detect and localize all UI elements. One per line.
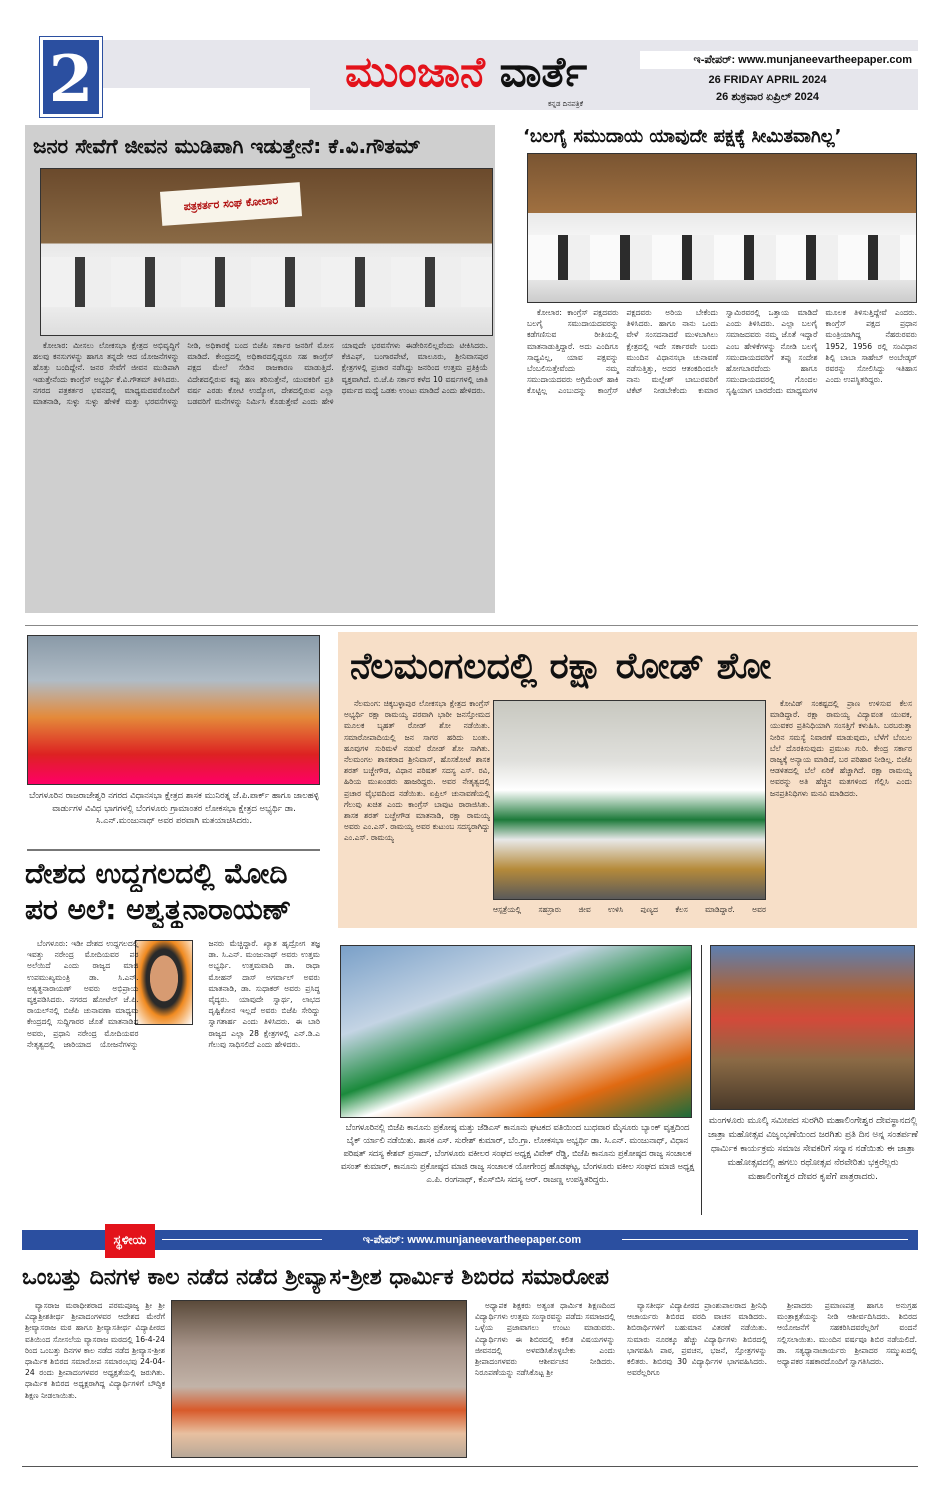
shibira-photo — [171, 1300, 467, 1458]
photo-caption: ಬೆಂಗಳೂರಿನ ರಾಜರಾಜೇಶ್ವರಿ ನಗರದ ವಿಧಾನಸಭಾ ಕ್ಷೇತ್ರದ ಶಾಸಕ ಮುನಿರತ್ನ ಜೆ.ಪಿ.ಪಾರ್ಕ್ ಹಾಗೂ ಜಾಲಹಳ್ಳಿ ವಾರ್ಡುಗಳ ವಿವಿಧ ಭಾಗಗಳಲ್ಲಿ ಬೆಂಗಳೂರು ಗ್ರಾಮಾಂತರ ಲೋಕಸಭಾ ಕ್ಷೇತ್ರದ ಅಭ್ಯರ್ಥಿ ಡಾ. ಸಿ.ಎನ್.ಮಂಜುನಾಥ್ ಅವರ ಪರವಾಗಿ ಮತಯಾಚಿಸಿದರು. — [29, 791, 319, 826]
bike-rally-photo — [340, 945, 692, 1118]
title-part2: ವಾರ್ತೆ — [499, 47, 588, 96]
shibira-body-col4: ಶ್ರೀಪಾದರು ಪ್ರಮಾಣಪತ್ರ ಹಾಗೂ ಅನುಗ್ರಹ ಮಂತ್ರಾಕ್ಷತೆಯನ್ನು ನೀಡಿ ಆಶೀರ್ವದಿಸಿದರು. ಶಿಬಿರದ ಆಯೋಜನೆಗೆ ಸಹಕರಿಸಿದವರೆಲ್ಲರಿಗೆ ವಂದನೆ ಸಲ್ಲಿಸಲಾಯಿತು. ಮುಂದಿನ ವರ್ಷವೂ ಶಿಬಿರ ನಡೆಯಲಿದೆ. ಡಾ. ಸತ್ಯಧ್ಯಾನಾಚಾರ್ಯರು ಶ್ರೀಪಾದರ ಸಮ್ಮುಖದಲ್ಲಿ ಅಧ್ಯಾಪಕರ ಸಹಕಾರದೊಂದಿಗೆ ಸ್ವಾಗತಿಸಿದರು. — [777, 1301, 917, 1367]
epaper-url[interactable]: ಇ-ಪೇಪರ್: www.munjaneevartheepaper.com — [640, 51, 918, 69]
date-kannada: 26 ಶುಕ್ರವಾರ ಏಪ್ರಿಲ್ 2024 — [716, 91, 819, 103]
shibira-headline: ಒಂಬತ್ತು ದಿನಗಳ ಕಾಲ ನಡೆದ ನಡೆದ ಶ್ರೀವ್ಯಾಸ-ಶ್ರೀಶ ಧಾರ್ಮಿಕ ಶಿಬಿರದ ಸಮಾರೋಪ — [22, 1265, 609, 1290]
article-headline: ಜನರ ಸೇವೆಗೆ ಜೀವನ ಮುಡಿಪಾಗಿ ಇಡುತ್ತೇನೆ: ಕೆ.ವಿ.ಗೌತಮ್ — [33, 134, 421, 158]
bike-rally-caption: ಬೆಂಗಳೂರಿನಲ್ಲಿ ಬಿಜೆಪಿ ಕಾನೂನು ಪ್ರಕೋಷ್ಠ ಮತ್ತು ಜೆಡಿಎಸ್ ಕಾನೂನು ಘಟಕದ ವತಿಯಿಂದ ಬುಧವಾರ ಮೈಸೂರು ಬ್ಯಾಂಕ್ ವೃತ್ತದಿಂದ ಬೈಕ್ ರ್ಯಾಲಿ ನಡೆಯಿತು. ಶಾಸಕ ಎಸ್. ಸುರೇಶ್ ಕುಮಾರ್, ಬೆಂ.ಗ್ರಾ. ಲೋಕಸಭಾ ಅಭ್ಯರ್ಥಿ ಡಾ. ಸಿ.ಎನ್. ಮಂಜುನಾಥ್, ವಿಧಾನ ಪರಿಷತ್ ಸದಸ್ಯ ಕೇಶವ್ ಪ್ರಸಾದ್, ಬೆಂಗಳೂರು ವಕೀಲರ ಸಂಘದ ಅಧ್ಯಕ್ಷ ವಿವೇಕ್ ರೆಡ್ಡಿ, ಬಿಜೆಪಿ ಕಾನೂನು ಪ್ರಕೋಷ್ಠದ ರಾಜ್ಯ ಸಂಚಾಲಕ ವಸಂತ್ ಕುಮಾರ್, ಕಾನೂನು ಪ್ರಕೋಷ್ಠದ ಮಾಜಿ ರಾಜ್ಯ ಸಂಚಾಲಕ ಯೋಗೇಂದ್ರ ಹೊಡಘಟ್ಟ, ಬೆಂಗಳೂರು ವಕೀಲ ಸಂಘದ ಮಾಜಿ ಅಧ್ಯಕ್ಷ ಎ.ಪಿ. ರಂಗನಾಥ್, ಕೆಎಸ್‌ಬಿಸಿ ಸದಸ್ಯ ಆರ್. ರಾಜಣ್ಣ ಉಪಸ್ಥಿತರಿದ್ದರು. — [340, 1122, 695, 1184]
temple-chariot-photo — [710, 945, 915, 1110]
shibira-body-col1: ವ್ಯಾಸರಾಜ ಮಠಾಧೀಶರಾದ ಪರಮಪೂಜ್ಯ ಶ್ರೀ ಶ್ರೀ ವಿದ್ಯಾಶ್ರೀಶತೀರ್ಥ ಶ್ರೀಪಾದಂಗಳವರ ಆದೇಶದ ಮೇರೆಗೆ ಶ್ರೀವ್ಯಾಸರಾಜ ಮಠ ಹಾಗೂ ಶ್ರೀವ್ಯಾಸತೀರ್ಥ ವಿದ್ಯಾಪೀಠದ ವತಿಯಿಂದ ಸೋಸಲೆಯ ವ್ಯಾಸರಾಜ ಮಠದಲ್ಲಿ 16-4-24 ರಿಂದ ಒಂಬತ್ತು ದಿನಗಳ ಕಾಲ ನಡೆದ ನಡೆದ ಶ್ರೀವ್ಯಾಸ-ಶ್ರೀಶ ಧಾರ್ಮಿಕ ಶಿಬಿರದ ಸಮಾರೋಪ ಸಮಾರಂಭವು 24-04-24 ರಂದು ಶ್ರೀಪಾದಂಗಳವರ ಅಧ್ಯಕ್ಷತೆಯಲ್ಲಿ ಜರುಗಿತು. ಧಾರ್ಮಿಕ ಶಿಬಿರದ ಅಧ್ಯಕ್ಷರಾಗಿದ್ದ ವಿದ್ಯಾರ್ಥಿಗಳಿಗೆ ಬೌದ್ಧಿಕ ಶಿಕ್ಷಣ ನೀಡಲಾಯಿತು. — [25, 1301, 165, 1400]
divider — [27, 849, 320, 851]
munirathna-campaign-photo — [27, 635, 320, 785]
nelamangala-body-bottom: ಆಸ್ಪತ್ರೆಯಲ್ಲಿ ಸಹಸ್ರಾರು ಜೀವ ಉಳಿಸಿ ಪುಣ್ಯದ ಕೆಲಸ ಮಾಡಿದ್ದಾರೆ. ಅವರ — [493, 905, 766, 914]
banner-text: ಪತ್ರಕರ್ತರ ಸಂಘ ಕೋಲಾರ — [160, 182, 302, 226]
people-seated — [41, 257, 492, 307]
shibira-body-col3: ವ್ಯಾಸತೀರ್ಥ ವಿದ್ಯಾಪೀಠದ ಪ್ರಾಂಶುಪಾಲರಾದ ಶ್ರೀನಿಧಿ ಆಚಾರ್ಯರು ಶಿಬಿರದ ವರದಿ ವಾಚನ ಮಾಡಿದರು. ಶಿಬಿರಾರ್ಥಿಗಳಿಗೆ ಬಹುಮಾನ ವಿತರಣೆ ನಡೆಯಿತು. ಸುಮಾರು ನೂರಕ್ಕೂ ಹೆಚ್ಚು ವಿದ್ಯಾರ್ಥಿಗಳು ಶಿಬಿರದಲ್ಲಿ ಭಾಗವಹಿಸಿ ಪಾಠ, ಪ್ರವಚನ, ಭಜನೆ, ಸ್ತೋತ್ರಗಳನ್ನು ಕಲಿತರು. ಶಿಬಿರವು 30 ವಿದ್ಯಾರ್ಥಿಗಳ ಭಾಗವಹಿಸಿದರು. ಅವರೆಲ್ಲರಿಗೂ — [627, 1301, 767, 1378]
masthead-subtitle: ಕನ್ನಡ ದಿನಪತ್ರಿಕೆ — [548, 100, 584, 108]
press-meet-photo — [40, 168, 493, 336]
balagai-headline: ‘ಬಲಗೈ ಸಮುದಾಯ ಯಾವುದೇ ಪಕ್ಷಕ್ಕೆ ಸೀಮಿತವಾಗಿಲ್ಲ’ — [523, 126, 842, 147]
modi-body: ಬೆಂಗಳೂರು: ಇಡೀ ದೇಶದ ಉದ್ದಗಲದಲ್ಲಿ ಇವತ್ತು ನರೇಂದ್ರ ಮೋದಿಯವರ ಪರ ಅಲೆಯಿದೆ ಎಂದು ರಾಜ್ಯದ ಮಾಜಿ ಉಪಮುಖ್ಯಮಂತ್ರಿ ಡಾ. ಸಿ.ಎನ್. ಅಶ್ವತ್ಥನಾರಾಯಣ್ ಅವರು ಅಭಿಪ್ರಾಯ ವ್ಯಕ್ತಪಡಿಸಿದರು. ನಗರದ ಹೋಟೆಲ್ ಜೆ.ಪಿ. ರಾಯಲ್‌ನಲ್ಲಿ ಬಿಜೆಪಿ ಚುನಾವಣಾ ಮಾಧ್ಯಮ ಕೇಂದ್ರದಲ್ಲಿ ಸುದ್ದಿಗಾರರ ಜೊತೆ ಮಾತನಾಡಿದ ಅವರು, ಪ್ರಧಾನಿ ನರೇಂದ್ರ ಮೋದಿಯವರ ನೇತೃತ್ವದಲ್ಲಿ ಜಾರಿಯಾದ ಯೋಜನೆಗಳನ್ನು ಜನರು ಮೆಚ್ಚಿದ್ದಾರೆ. ಖ್ಯಾತ ಹೃದ್ರೋಗ ತಜ್ಞ ಡಾ. ಸಿ.ಎನ್. ಮಂಜುನಾಥ್ ಅವರು ಉತ್ತಮ ಅಭ್ಯರ್ಥಿ. ಉತ್ತಮವಾದಿ ಡಾ. ರಾಧಾ ಮೋಹನ್ ದಾಸ್ ಅಗರ್ವಾಲ್ ಅವರು ಮಾತನಾಡಿ, ಡಾ. ಸುಧಾಕರ್ ಅವರು ಪ್ರಸಿದ್ಧ ವೈದ್ಯರು. ಯಾವುದೇ ಸ್ವಾರ್ಥ, ಲಾಭದ ದೃಷ್ಟಿಕೋನ ಇಲ್ಲದೆ ಅವರು ಬಿಜೆಪಿ ಸೇರಿದ್ದು ಸ್ವಾಗತಾರ್ಹ ಎಂದು ತಿಳಿಸಿದರು. ಈ ಬಾರಿ ರಾಜ್ಯದ ಎಲ್ಲಾ 28 ಕ್ಷೇತ್ರಗಳಲ್ಲಿ ಎನ್.ಡಿ.ಎ ಗೆಲುವು ಸಾಧಿಸಲಿದೆ ಎಂದು ಹೇಳಿದರು. — [27, 939, 320, 1049]
nelamangala-body-left: ನೆಲಮಂಗ: ಚಿಕ್ಕಬಳ್ಳಾಪುರ ಲೋಕಸಭಾ ಕ್ಷೇತ್ರದ ಕಾಂಗ್ರೆಸ್ ಅಭ್ಯರ್ಥಿ ರಕ್ಷಾ ರಾಮಯ್ಯ ಪರವಾಗಿ ಭಾರೀ ಜನಸ್ತೋಮದ ಮೂಲಕ ಬೃಹತ್ ರೋಡ್ ಶೋ ನಡೆಯಿತು. ಸಮಾರೋಪಾದಿಯಲ್ಲಿ ಜನ ಸಾಗರ ಹರಿದು ಬಂತು. ಹೂವುಗಳ ಸುರಿಮಳೆ ನಡುವೆ ರೋಡ್ ಶೋ ಸಾಗಿತು. ನೆಲಮಂಗಲ ಶಾಸಕರಾದ ಶ್ರೀನಿವಾಸ್, ಹೊಸಕೋಟೆ ಶಾಸಕ ಶರತ್ ಬಚ್ಚೇಗೌಡ, ವಿಧಾನ ಪರಿಷತ್ ಸದಸ್ಯ ಎಸ್. ರವಿ, ಹಿರಿಯ ಮುಖಂಡರು ಹಾಜರಿದ್ದರು. ಅವರ ನೇತೃತ್ವದಲ್ಲಿ ಪ್ರಚಾರ ವೈಭವದಿಂದ ನಡೆಯಿತು. ಏಪ್ರಿಲ್ ಚುನಾವಣೆಯಲ್ಲಿ ಗೆಲುವು ಖಚಿತ ಎಂದು ಕಾಂಗ್ರೆಸ್ ಬಾವುಟ ರಾರಾಜಿಸಿತು. ಶಾಸಕ ಶರತ್ ಬಚ್ಚೇಗೌಡ ಮಾತನಾಡಿ, ರಕ್ಷಾ ರಾಮಯ್ಯ ಅವರು ಎಂ.ಎಸ್. ರಾಮಯ್ಯ ಅವರ ಕುಟುಂಬ ಸದಸ್ಯರಾಗಿದ್ದು ಎಂ.ಎಸ್. ರಾಮಯ್ಯ — [344, 699, 490, 843]
title-part1: ಮುಂಜಾನೆ — [345, 47, 485, 96]
road-show-photo — [493, 700, 766, 900]
nelamangala-body-right: ಕೋವಿಡ್ ಸಂಕಷ್ಟದಲ್ಲಿ ಪ್ರಾಣ ಉಳಿಸುವ ಕೆಲಸ ಮಾಡಿದ್ದಾರೆ. ರಕ್ಷಾ ರಾಮಯ್ಯ ವಿದ್ಯಾವಂತ ಯುವಕ, ಯುವಕರ ಪ್ರತಿನಿಧಿಯಾಗಿ ಸಂಸತ್ತಿಗೆ ಕಳುಹಿಸಿ. ಬರಬರುತ್ತಾ ನೀರಿನ ಸಮಸ್ಯೆ ನಿವಾರಣೆ ಮಾಡುವುದು, ಬೆಳೆಗೆ ಬೆಂಬಲ ಬೆಲೆ ದೊರಕಿಸುವುದು ಪ್ರಮುಖ ಗುರಿ. ಕೇಂದ್ರ ಸರ್ಕಾರ ರಾಜ್ಯಕ್ಕೆ ಅನ್ಯಾಯ ಮಾಡಿದೆ, ಬರ ಪರಿಹಾರ ನೀಡಿಲ್ಲ. ಬಿಜೆಪಿ ಆಡಳಿತದಲ್ಲಿ ಬೆಲೆ ಏರಿಕೆ ಹೆಚ್ಚಾಗಿದೆ. ರಕ್ಷಾ ರಾಮಯ್ಯ ಅವರನ್ನು ಅತಿ ಹೆಚ್ಚಿನ ಮತಗಳಿಂದ ಗೆಲ್ಲಿಸಿ ಎಂದು ಜನಪ್ರತಿನಿಧಿಗಳು ಮನವಿ ಮಾಡಿದರು. — [770, 699, 912, 798]
nelamangala-headline: ನೆಲಮಂಗಲದಲ್ಲಿ ರಕ್ಷಾ ರೋಡ್ ಶೋ — [350, 646, 772, 687]
modi-headline-line2: ಪರ ಅಲೆ: ಅಶ್ವತ್ಥನಾರಾಯಣ್ — [25, 893, 292, 926]
masthead-title — [345, 44, 587, 100]
date-english: 26 FRIDAY APRIL 2024 — [708, 74, 827, 86]
page-number: 2 — [40, 37, 102, 117]
nelamangala-box — [338, 632, 917, 928]
divider — [25, 625, 918, 626]
article-body: ಕೋಲಾರ: ಮೀಸಲು ಲೋಕಸಭಾ ಕ್ಷೇತ್ರದ ಅಭಿವೃದ್ಧಿಗೆ ಹಲವು ಕನಸುಗಳನ್ನು ಹಾಗೂ ತನ್ನದೇ ಆದ ಯೋಜನೆಗಳನ್ನು ಹೊತ್ತು ಬಂದಿದ್ದೇನೆ. ಜನರ ಸೇವೆಗೆ ಜೀವನ ಮುಡಿಪಾಗಿ ಇಡುತ್ತೇನೆಂದು ಕಾಂಗ್ರೆಸ್ ಅಭ್ಯರ್ಥಿ ಕೆ.ವಿ.ಗೌತಮ್ ತಿಳಿಸಿದರು. ನಗರದ ಪತ್ರಕರ್ತರ ಭವನದಲ್ಲಿ ಮಾಧ್ಯಮದವರೊಂದಿಗೆ ಮಾತನಾಡಿ, ಸುಳ್ಳು ಸುಳ್ಳು ಹೇಳಿಕೆ ಮತ್ತು ಭರವಸೆಗಳನ್ನು ನೀಡಿ, ಅಧಿಕಾರಕ್ಕೆ ಬಂದ ಬಿಜೆಪಿ ಸರ್ಕಾರ ಜನರಿಗೆ ಮೋಸ ಮಾಡಿದೆ. ಕೇಂದ್ರದಲ್ಲಿ ಅಧಿಕಾರದಲ್ಲಿದ್ದರೂ ಸಹ ಕಾಂಗ್ರೆಸ್ ಪಕ್ಷದ ಮೇಲೆ ಸೇಡಿನ ರಾಜಕಾರಣ ಮಾಡುತ್ತಿದೆ. ವಿದೇಶದಲ್ಲಿರುವ ಕಪ್ಪು ಹಣ ತರಿಸುತ್ತೇನೆ, ಯುವಕರಿಗೆ ಪ್ರತಿ ವರ್ಷ ಎರಡು ಕೋಟಿ ಉದ್ಯೋಗ, ದೇಶದಲ್ಲಿರುವ ಎಲ್ಲಾ ಬಡವರಿಗೆ ಮನೆಗಳನ್ನು ನಿರ್ಮಿಸಿ ಕೊಡುತ್ತೇವೆ ಎಂದು ಹೇಳಿ ಯಾವುದೇ ಭರವಸೆಗಳು ಈಡೇರಿಸಲಿಲ್ಲವೆಂದು ಟೀಕಿಸಿದರು. ಕೆಜಿಎಫ್, ಬಂಗಾರಪೇಟೆ, ಮಾಲೂರು, ಶ್ರೀನಿವಾಸಪುರ ಕ್ಷೇತ್ರಗಳಲ್ಲಿ ಪ್ರಚಾರ ನಡೆಸಿದ್ದು ಜನರಿಂದ ಉತ್ತಮ ಪ್ರತಿಕ್ರಿಯೆ ವ್ಯಕ್ತವಾಗಿದೆ. ಬಿ.ಜೆ.ಪಿ ಸರ್ಕಾರ ಕಳೆದ 10 ವರ್ಷಗಳಲ್ಲಿ ಜಾತಿ ಧರ್ಮದ ಮಧ್ಯೆ ಒಡಕು ಉಂಟು ಮಾಡಿದೆ ಎಂದು ಹೇಳಿದರು. — [33, 341, 488, 407]
balagai-press-photo — [527, 153, 917, 303]
shibira-body-col2: ಅಧ್ಯಾಪಕ ಶಿಕ್ಷಕರು ಅತ್ಯಂತ ಧಾರ್ಮಿಕ ಶಿಕ್ಷಣದಿಂದ ವಿದ್ಯಾರ್ಥಿಗಳು ಉತ್ತಮ ಸಂಸ್ಕಾರವನ್ನು ಪಡೆದು ಸಮಾಜದಲ್ಲಿ ಒಳ್ಳೆಯ ಪ್ರಜಾವಾಗಲು ಉಂಟು ಮಾಡುವರು. ವಿದ್ಯಾರ್ಥಿಗಳು ಈ ಶಿಬಿರದಲ್ಲಿ ಕಲಿತ ವಿಷಯಗಳನ್ನು ಜೀವನದಲ್ಲಿ ಅಳವಡಿಸಿಕೊಳ್ಳಬೇಕು ಎಂದು ಶ್ರೀಪಾದಂಗಳವರು ಆಶೀರ್ವಚನ ನೀಡಿದರು. ನಿರೂಪಣೆಯನ್ನು ನಡೆಸಿಕೊಟ್ಟ ಶ್ರೀ — [475, 1301, 615, 1378]
modi-headline-line1: ದೇಶದ ಉದ್ದಗಲದಲ್ಲಿ ಮೋದಿ — [25, 857, 288, 890]
temple-caption: ಮಂಗಳೂರು ಮೂಲ್ಕಿ ಸಮೀಪದ ಸುರಗಿರಿ ಮಹಾಲಿಂಗೇಶ್ವರ ದೇವಸ್ಥಾನದಲ್ಲಿ ಜಾತ್ರಾ ಮಹೋತ್ಸವ ವಿಜೃಂಭಣೆಯಿಂದ ಜರಗಿತು ಪ್ರತಿ ದಿನ ಅನ್ನ ಸಂತರ್ಪಣೆ ಧಾರ್ಮಿಕ ಕಾರ್ಯಕ್ರಮ ಸಮಾಜ ಸೇವಕರಿಗೆ ಸನ್ಮಾನ ನಡೆಯಿತು ಈ ಜಾತ್ರಾ ಮಹೋತ್ಸವದಲ್ಲಿ ಹಗಲು ರಥೋತ್ಸವ ನೆರವೇರಿತು ಭಕ್ತರೆಲ್ಲರು ಮಹಾಲಿಂಗೇಶ್ವರ ದೇವರ ಕೃಪೆಗೆ ಪಾತ್ರರಾದರು. — [708, 1116, 918, 1182]
balagai-body: ಕೋಲಾರ: ಕಾಂಗ್ರೆಸ್ ಪಕ್ಷದವರು ಬಲಗೈ ಸಮುದಾಯದವರನ್ನು ಕಡೆಗಣಿಸುವ ರೀತಿಯಲ್ಲಿ ಮಾತನಾಡುತ್ತಿದ್ದಾರೆ. ಅದು ಎಂದಿಗೂ ಸಾಧ್ಯವಿಲ್ಲ, ಯಾವ ಪಕ್ಷವನ್ನು ಬೆಂಬಲಿಸುತ್ತೇವೆಂದು ನಮ್ಮ ಸಮುದಾಯದವರು ಅಗ್ರಿಮೆಂಟ್ ಹಾಕಿ ಕೊಟ್ಟಿಲ್ಲ ಎಂಬುದನ್ನು ಕಾಂಗ್ರೆಸ್ ಪಕ್ಷದವರು ಅರಿಯ ಬೇಕೆಂದು ತಿಳಿಸಿದರು. ಹಾಗೂ ನಾನು ಒಂದು ವೇಳೆ ಸಂಸದನಾದರೆ ಮುಳಬಾಗಿಲು ಕ್ಷೇತ್ರದಲ್ಲಿ ಇದೇ ಸರ್ಕಾರವೇ ಬಂದು ಮುಂದಿನ ವಿಧಾನಸಭಾ ಚುನಾವಣೆ ನಡೆಸುತ್ತಿತ್ತು, ಅದರ ಆತಂಕದಿಂದಲೇ ನಾನು ಮಲ್ಲೇಶ್ ಬಾಬುರವರಿಗೆ ಟಿಕೆಟ್ ನೀಡಬೇಕೆಂದು ಕುಮಾರ ಸ್ವಾಮಿರವರಲ್ಲಿ ಒತ್ತಾಯ ಮಾಡಿದೆ ಎಂದು ತಿಳಿಸಿದರು. ಎಲ್ಲಾ ಬಲಗೈ ಸಮಾಜದವರು ನಮ್ಮ ಜೊತೆ ಇದ್ದಾರೆ ಎಂಬ ಹೇಳಿಕೆಗಳನ್ನು ನೋಡಿ ಬಲಗೈ ಸಮುದಾಯದವರಿಗೆ ತಪ್ಪು ಸಂದೇಶ ಹೋಗಬಾರದೆಂದು ಹಾಗೂ ಸಮುದಾಯದವರಲ್ಲಿ ಗೊಂದಲ ಸೃಷ್ಟಿಯಾಗ ಬಾರದೆಂದು ಮಾಧ್ಯಮಗಳ ಮೂಲಕ ತಿಳಿಸುತ್ತಿದ್ದೇವೆ ಎಂದರು. ಕಾಂಗ್ರೆಸ್ ಪಕ್ಷದ ಪ್ರಧಾನ ಮಂತ್ರಿಯಾಗಿದ್ದ ನೆಹರುರವರು 1952, 1956 ರಲ್ಲಿ ಸಂವಿಧಾನ ಶಿಲ್ಪಿ ಬಾಬಾ ಸಾಹೇಬ್ ಅಂಬೇಡ್ಕರ್ ರವರನ್ನು ಸೋಲಿಸಿದ್ದು ಇತಿಹಾಸ ಎಂದು ಉಪಸ್ಥಿತರಿದ್ದರು. — [527, 308, 917, 396]
divider — [701, 945, 702, 1215]
bottom-rule — [22, 1466, 918, 1467]
article-gautham — [25, 125, 495, 613]
local-section-band — [22, 1230, 918, 1250]
people-seated — [528, 235, 916, 280]
local-epaper-url[interactable]: ಇ-ಪೇಪರ್: www.munjaneevartheepaper.com — [322, 1230, 622, 1250]
local-section-label: ಸ್ಥಳೀಯ — [105, 1224, 155, 1258]
